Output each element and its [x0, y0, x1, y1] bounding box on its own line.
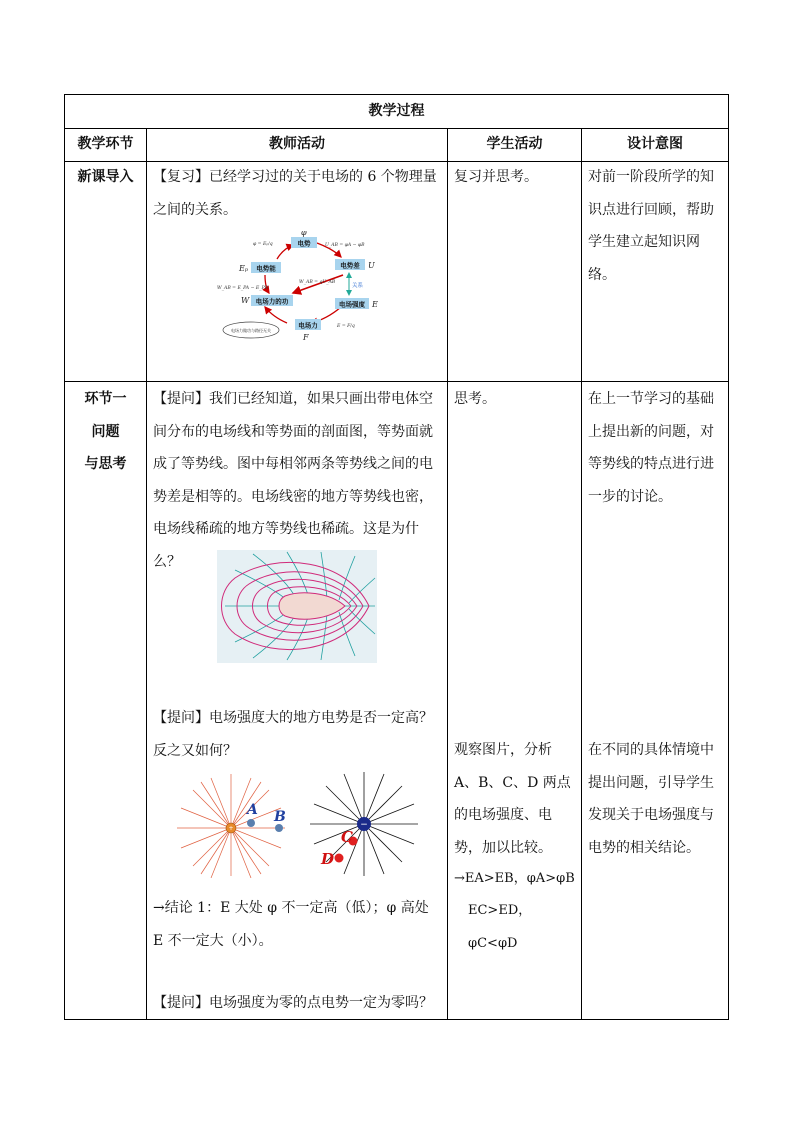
- point-charge-figures: [173, 772, 437, 878]
- symbol-e: E: [372, 300, 378, 309]
- table-title: 教学过程: [368, 103, 425, 119]
- question-equipotential: 【提问】我们已经知道，如果只画出带电体空间分布的电场线和等势面的剖面图，等势面就成了等势线。图中每相邻两条等势线之间的电势差是相等的。电场线密的地方等势线也密，电场线稀疏的地方等势线也稀疏。这是为什么？: [153, 391, 433, 570]
- svg-text:−: −: [360, 820, 368, 830]
- teaching-process-table: [64, 94, 729, 1020]
- student-result-1: →EA>EB，φA>φB: [454, 871, 575, 886]
- intent-review: 对前一阶段所学的知识点进行回顾，帮助学生建立起知识网络。: [588, 169, 714, 283]
- header-student: 学生活动: [486, 136, 543, 152]
- label-a: A: [247, 802, 258, 818]
- question-strength-potential: 【提问】电场强度大的地方电势是否一定高？反之又如何？: [153, 710, 433, 759]
- node-potential-diff: 电势差: [340, 261, 360, 270]
- stage-line: 环节一: [84, 391, 127, 407]
- path-independent-note: 电场力做功与路径无关: [231, 328, 271, 333]
- question-zero-field: 【提问】电场强度为零的点电势一定为零吗？: [153, 995, 433, 1011]
- label-c: C: [341, 828, 353, 846]
- label-d: D: [321, 850, 335, 868]
- intent-equipotential: 在上一节学习的基础上提出新的问题，对等势线的特点进行进一步的讨论。: [588, 391, 714, 505]
- header-teacher: 教师活动: [269, 136, 325, 152]
- header-intent: 设计意图: [627, 136, 683, 152]
- formula-u: U_AB = φA − φB: [325, 243, 365, 248]
- label-b: B: [274, 809, 286, 825]
- formula-phi: φ = Eₚ/q: [253, 242, 273, 247]
- student-review: 复习并思考。: [454, 169, 538, 185]
- node-field-strength: 电场强度: [339, 300, 365, 309]
- review-text: 【复习】已经学习过的关于电场的 6 个物理量之间的关系。: [153, 169, 437, 218]
- conclusion-1: →结论 1：E 大处 φ 不一定高（低）；φ 高处 E 不一定大（小）。: [153, 900, 429, 949]
- col-divider: [581, 128, 582, 1019]
- symbol-w: W: [241, 296, 250, 305]
- stage-intro: 新课导入: [77, 169, 134, 185]
- node-field-work: 电场力的功: [255, 297, 289, 306]
- student-observe: 观察图片，分析 A、B、C、D 两点的电场强度、电势，加以比较。: [454, 742, 571, 856]
- node-field-force: 电场力: [298, 321, 318, 330]
- equipotential-lines-figure: [217, 550, 377, 663]
- col-divider: [447, 128, 448, 1019]
- node-potential: 电势: [297, 239, 311, 248]
- formula-quab: W_AB = qU_AB: [299, 280, 336, 285]
- intent-strength-potential: 在不同的具体情境中提出问题，引导学生发现关于电场强度与电势的相关结论。: [588, 742, 714, 856]
- student-result-2: EC>ED，φC<φD: [468, 903, 532, 951]
- relation-label: 关系: [352, 283, 364, 289]
- formula-e: E = F/q: [337, 324, 355, 329]
- formula-w: W_AB = E_PA − E_PB: [217, 286, 269, 291]
- row-divider: [65, 381, 728, 382]
- symbol-phi: φ: [301, 231, 307, 237]
- header-stage: 教学环节: [77, 136, 134, 152]
- col-divider: [146, 128, 147, 1019]
- symbol-u: U: [368, 261, 375, 270]
- svg-text:+: +: [228, 825, 234, 832]
- stage-problem: [65, 383, 146, 481]
- symbol-ep: Eₚ: [239, 264, 249, 273]
- node-potential-energy: 电势能: [256, 264, 276, 273]
- student-think: 思考。: [454, 391, 496, 407]
- stage-line: 问题: [91, 423, 120, 440]
- concept-relation-diagram: [215, 231, 385, 347]
- stage-line: 与思考: [84, 456, 127, 472]
- symbol-f: F: [303, 333, 309, 342]
